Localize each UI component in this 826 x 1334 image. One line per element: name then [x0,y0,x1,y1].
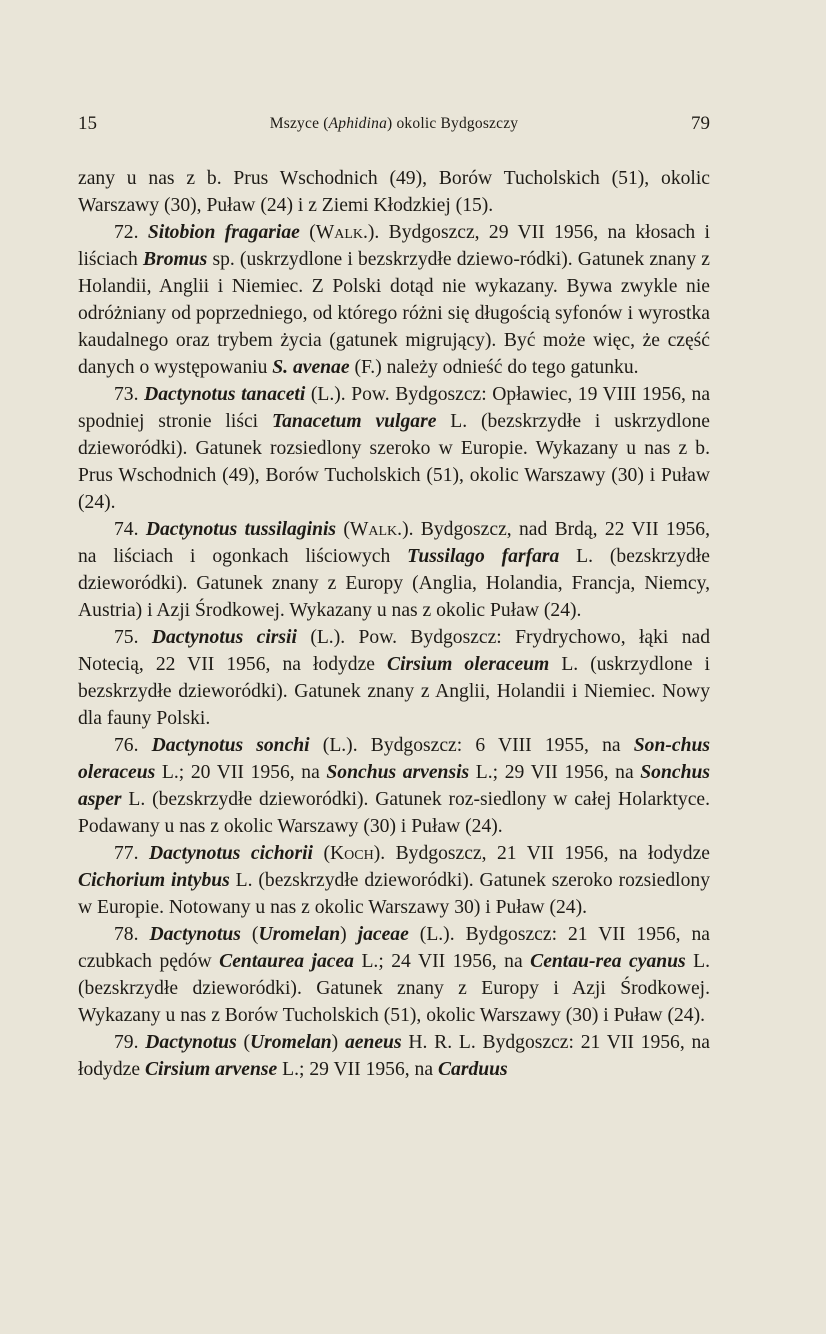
taxon-name: jaceae [357,924,409,945]
text-run: 78. [114,924,150,945]
text-run: (L.). Pow. Bydgoszcz: Opławiec, 19 VIII 1956, na spodniej stronie liści [78,384,711,432]
paragraph [78,921,710,1029]
text-run: ( [240,924,259,945]
running-head [78,112,710,136]
taxon-name: Uromelan [250,1032,332,1053]
taxon-name: Centau-rea cyanus [530,951,686,972]
text-run: ). Bydgoszcz, nad Brdą, 22 VII 1956, na liściach i ogonkach liściowych [78,519,710,567]
taxon-name: Cirsium arvense [144,1059,278,1080]
running-title [78,112,710,136]
text-run: L.; 29 VII 1956, na [469,762,641,783]
taxon-name: Cichorium intybus [78,870,230,891]
taxon-name: Dactynotus [149,924,241,945]
running-title-suffix: ) okolic Bydgoszczy [387,115,519,132]
taxon-name: Dactynotus sonchi [151,735,310,756]
paragraph [78,381,710,516]
taxon-name: Cirsium oleraceum [387,654,550,675]
taxon-name: Dactynotus [145,1032,237,1053]
taxon-name: Sonchus arvensis [326,762,470,783]
text-run: L.; 20 VII 1956, na [155,762,327,783]
taxon-name: Dactynotus tanaceti [144,384,306,405]
taxon-name: S. avenae [272,357,350,378]
taxon-name: Dactynotus cichorii [148,843,313,864]
text-run: zany u nas z b. Prus Wschodnich (49), Borów Tucholskich (51), okolic Warszawy (30), Puław (24) i z Ziemi Kłodzkiej (15). [78,168,710,216]
text-run: 77. [114,843,149,864]
author-name: Koch [329,843,374,864]
text-run: 73. [114,384,145,405]
taxon-name: Sonchus asper [78,762,710,810]
paragraph [78,165,710,219]
paragraph [78,1029,710,1083]
text-run: L. (bezskrzydłe dzieworódki). Gatunek znany z Europy (Anglia, Holandia, Francja, Niemcy, Austria) i Azji Środkowej. Wykazany u nas z okolic Puław (24). [78,546,710,621]
page-number-left: 15 [78,113,97,134]
running-title-prefix: Mszyce ( [269,115,329,132]
paragraph [78,219,710,381]
taxon-name: Uromelan [258,924,341,945]
text-run: ) [331,1032,345,1053]
text-run: 72. [114,222,148,243]
text-run: L. (uskrzydlone i bezskrzydłe dzieworódki). Gatunek znany z Anglii, Holandii i Niemiec. Nowy dla fauny Polski. [78,654,710,729]
taxon-name: Son-chus oleraceus [78,735,710,783]
paragraph [78,732,710,840]
taxon-name: Bromus [143,249,208,270]
text-run: ( [236,1032,251,1053]
author-name: Walk. [315,222,368,243]
text-run: (L.). Bydgoszcz: 6 VIII 1955, na [309,735,634,756]
text-run: L. (bezskrzydłe dzieworódki). Gatunek znany z Europy i Azji Środkowej. Wykazany u nas z Borów Tucholskich (51), okolic Warszawy (30) i Puław (24). [78,951,711,1026]
taxon-name: Dactynotus tussilaginis [145,519,337,540]
running-title-italic: Aphidina [328,115,388,132]
text-run: 75. [114,627,152,648]
text-run: 74. [114,519,146,540]
paragraph [78,840,710,921]
taxon-name: Carduus [437,1059,508,1080]
taxon-name: Tanacetum vulgare [271,411,437,432]
paragraph [78,516,710,624]
text-run: 79. [114,1032,146,1053]
text-run: (L.). Pow. Bydgoszcz: Frydrychowo, łąki nad Notecią, 22 VII 1956, na łodydze [78,627,710,675]
text-run: 76. [114,735,152,756]
text-run: ) [340,924,358,945]
text-run: ( [299,222,316,243]
taxon-name: Sitobion fragariae [147,222,300,243]
page-number-right: 79 [691,113,710,134]
text-run: (F.) należy odnieść do tego gatunku. [349,357,639,378]
body-text [78,165,710,1083]
text-run: sp. (uskrzydlone i bezskrzydłe dziewo-ródki). Gatunek znany z Holandii, Anglii i Niemiec. Z Polski dotąd nie wykazany. Bywa zwykle nie odróżniany od poprzedniego, od którego różni się długością syfonów i wyrostka kaudalnego oraz trybem życia (gatunek migrujący). Być może więc, że część danych o występowaniu [78,249,710,378]
text-run: L. (bezskrzydłe dzieworódki). Gatunek roz-siedlony w całej Holarktyce. Podawany u nas z okolic Warszawy (30) i Puław (24). [78,789,710,837]
text-run: ). Bydgoszcz, 21 VII 1956, na łodydze [373,843,710,864]
text-run: L. (bezskrzydłe dzieworódki). Gatunek szeroko rozsiedlony w Europie. Notowany u nas z okolic Warszawy 30) i Puław (24). [78,870,710,918]
taxon-name: aeneus [344,1032,402,1053]
text-run: L.; 24 VII 1956, na [353,951,531,972]
taxon-name: Tussilago farfara [407,546,560,567]
taxon-name: Dactynotus cirsii [151,627,297,648]
text-run: (L.). Bydgoszcz: 21 VII 1956, na czubkach pędów [78,924,710,972]
text-run: ( [312,843,330,864]
text-run: L.; 29 VII 1956, na [277,1059,438,1080]
taxon-name: Centaurea jacea [219,951,354,972]
text-run: H. R. L. Bydgoszcz: 21 VII 1956, na łodydze [78,1032,710,1080]
paragraph [78,624,710,732]
author-name: Walk. [349,519,403,540]
text-run: ( [336,519,350,540]
text-run: ). Bydgoszcz, 29 VII 1956, na kłosach i liściach [78,222,710,270]
text-run: L. (bezskrzydłe i uskrzydlone dzieworódki). Gatunek rozsiedlony szeroko w Europie. Wykazany u nas z b. Prus Wschodnich (49), Borów Tucholskich (51), okolic Warszawy (30) i Puław (24). [78,411,710,513]
